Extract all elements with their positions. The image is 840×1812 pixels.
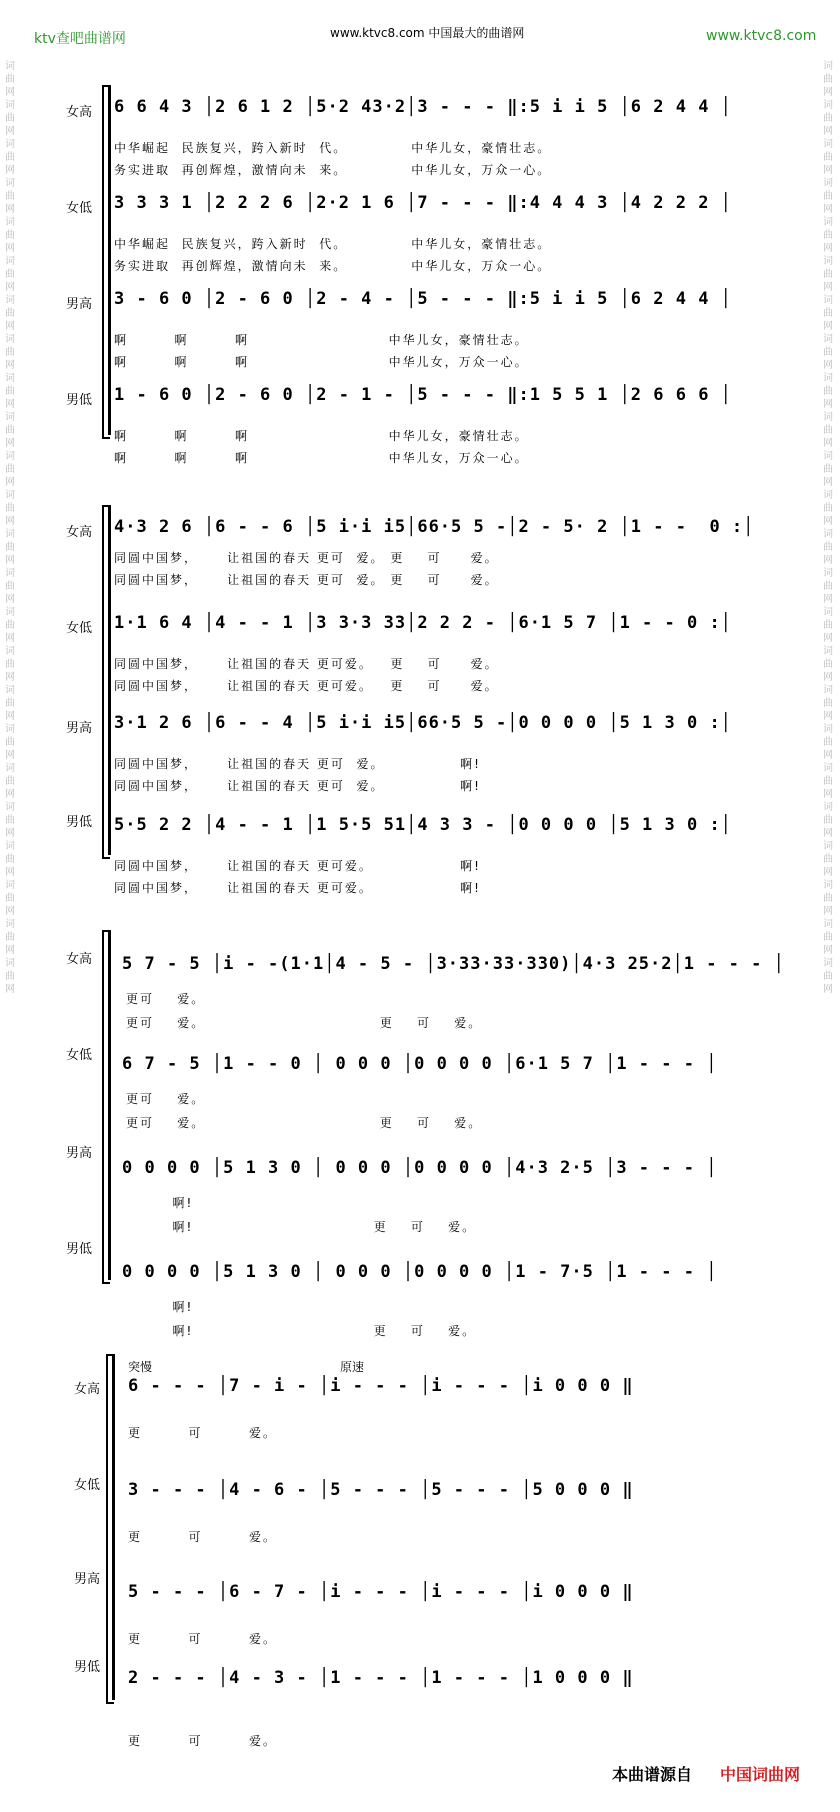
lyric-line: 同圆中国梦， 让祖国的春天 更可爱。 啊!	[114, 881, 481, 895]
lyric-line: 更 可 爱。	[128, 1734, 278, 1748]
lyric-line: 更 可 爱。	[128, 1530, 278, 1544]
part-notes: 2 - - - │4 - 3 - │1 - - - │1 - - - │1 0 0 0 ‖	[128, 1668, 634, 1688]
lyric-line: 务实进取 再创辉煌，激情向未 来。 中华儿女，万众一心。	[114, 259, 552, 273]
lyric-line: 啊! 更 可 爱。	[126, 1324, 477, 1338]
site-tagline: www.ktvc8.com 中国最大的曲谱网	[330, 26, 525, 40]
lyric-line: 啊 啊 啊 中华儿女，豪情壮志。	[114, 333, 529, 347]
tempo-direction-original: 原速	[340, 1360, 365, 1374]
part-notes: 5 7 - 5 │i - -(1·1│4 - 5 - │3·33·33·330)│4·3 25·2│1 - - - │	[122, 954, 785, 974]
site-logo-text: ktv查吧曲谱网	[34, 31, 126, 47]
side-watermark-left: 词曲网词曲网词曲网词曲网词曲网词曲网词曲网词曲网词曲网词曲网词曲网词曲网词曲网词曲网词曲网词曲网词曲网词曲网词曲网词曲网词曲网词曲网词曲网词曲网	[5, 61, 15, 995]
lyric-line: 啊 啊 啊 中华儿女，豪情壮志。	[114, 429, 529, 443]
part-name: 男高	[66, 1146, 93, 1161]
lyric-line: 务实进取 再创辉煌，激情向未 来。 中华儿女，万众一心。	[114, 163, 552, 177]
part-notes: 5 - - - │6 - 7 - │i - - - │i - - - │i 0 0 0 ‖	[128, 1582, 634, 1602]
part-notes: 6 - - - │7 - i - │i - - - │i - - - │i 0 0 0 ‖	[128, 1376, 634, 1396]
lyric-line: 同圆中国梦， 让祖国的春天 更可爱。 啊!	[114, 859, 481, 873]
part-notes: 3 - 6 0 │2 - 6 0 │2 - 4 - │5 - - - ‖:5 i i 5 │6 2 4 4 │	[114, 289, 732, 309]
part-name: 男高	[66, 297, 93, 312]
part-name: 女低	[74, 1478, 101, 1493]
lyric-line: 同圆中国梦， 让祖国的春天 更可 爱。 啊!	[114, 757, 481, 771]
lyric-line: 更可 爱。	[126, 1092, 206, 1106]
part-notes: 0 0 0 0 │5 1 3 0 │ 0 0 0 │0 0 0 0 │4·3 2·5 │3 - - - │	[122, 1158, 718, 1178]
site-url: www.ktvc8.com	[706, 28, 817, 44]
lyric-line: 啊 啊 啊 中华儿女，万众一心。	[114, 355, 529, 369]
lyric-line: 更可 爱。	[126, 992, 206, 1006]
lyric-line: 同圆中国梦， 让祖国的春天 更可爱。 更 可 爱。	[114, 657, 499, 671]
system-barline	[108, 85, 111, 435]
lyric-line: 更 可 爱。	[128, 1426, 278, 1440]
lyric-line: 同圆中国梦， 让祖国的春天 更可 爱。 啊!	[114, 779, 481, 793]
part-notes: 6 6 4 3 │2 6 1 2 │5·2 43·2│3 - - - ‖:5 i i 5 │6 2 4 4 │	[114, 97, 732, 117]
part-name: 女高	[66, 105, 93, 120]
system-barline	[112, 1354, 115, 1700]
part-name: 女高	[66, 525, 93, 540]
lyric-line: 啊!	[126, 1196, 194, 1210]
part-notes: 6 7 - 5 │1 - - 0 │ 0 0 0 │0 0 0 0 │6·1 5 7 │1 - - - │	[122, 1054, 718, 1074]
system-barline	[108, 505, 111, 855]
part-name: 女高	[66, 952, 93, 967]
part-notes: 3 3 3 1 │2 2 2 6 │2·2 1 6 │7 - - - ‖:4 4 4 3 │4 2 2 2 │	[114, 193, 732, 213]
lyric-line: 更可 爱。 更 可 爱。	[126, 1116, 483, 1130]
part-name: 男低	[74, 1660, 101, 1675]
lyric-line: 同圆中国梦， 让祖国的春天 更可 爱。 更 可 爱。	[114, 573, 499, 587]
part-name: 女高	[74, 1382, 101, 1397]
part-notes: 4·3 2 6 │6 - - 6 │5 i·i i5│66·5 5 -│2 - 5· 2 │1 - - 0 :│	[114, 517, 755, 537]
part-name: 女低	[66, 201, 93, 216]
lyric-line: 中华崛起 民族复兴，跨入新时 代。 中华儿女，豪情壮志。	[114, 237, 552, 251]
part-name: 女低	[66, 1048, 93, 1063]
lyric-line: 啊!	[126, 1300, 194, 1314]
part-name: 男低	[66, 393, 93, 408]
lyric-line: 同圆中国梦， 让祖国的春天 更可爱。 更 可 爱。	[114, 679, 499, 693]
lyric-line: 啊! 更 可 爱。	[126, 1220, 477, 1234]
part-name: 男高	[74, 1572, 101, 1587]
lyric-line: 中华崛起 民族复兴，跨入新时 代。 中华儿女，豪情壮志。	[114, 141, 552, 155]
side-watermark-right: 词曲网词曲网词曲网词曲网词曲网词曲网词曲网词曲网词曲网词曲网词曲网词曲网词曲网词曲网词曲网词曲网词曲网词曲网词曲网词曲网词曲网词曲网词曲网词曲网	[823, 61, 833, 995]
part-notes: 5·5 2 2 │4 - - 1 │1 5·5 51│4 3 3 - │0 0 0 0 │5 1 3 0 :│	[114, 815, 732, 835]
part-name: 女低	[66, 621, 93, 636]
lyric-line: 啊 啊 啊 中华儿女，万众一心。	[114, 451, 529, 465]
part-notes: 3·1 2 6 │6 - - 4 │5 i·i i5│66·5 5 -│0 0 0 0 │5 1 3 0 :│	[114, 713, 732, 733]
lyric-line: 更 可 爱。	[128, 1632, 278, 1646]
part-notes: 0 0 0 0 │5 1 3 0 │ 0 0 0 │0 0 0 0 │1 - 7·5 │1 - - - │	[122, 1262, 718, 1282]
part-notes: 1 - 6 0 │2 - 6 0 │2 - 1 - │5 - - - ‖:1 5 5 1 │2 6 6 6 │	[114, 385, 732, 405]
system-barline	[108, 930, 111, 1280]
source-label: 本曲谱源自	[612, 1765, 693, 1784]
part-notes: 3 - - - │4 - 6 - │5 - - - │5 - - - │5 0 0 0 ‖	[128, 1480, 634, 1500]
part-name: 男低	[66, 1242, 93, 1257]
source-site-link[interactable]: 中国词曲网	[720, 1765, 801, 1784]
part-notes: 1·1 6 4 │4 - - 1 │3 3·3 33│2 2 2 - │6·1 5 7 │1 - - 0 :│	[114, 613, 732, 633]
tempo-direction-slow: 突慢	[128, 1360, 153, 1374]
part-name: 男低	[66, 815, 93, 830]
part-name: 男高	[66, 721, 93, 736]
lyric-line: 更可 爱。 更 可 爱。	[126, 1016, 483, 1030]
lyric-line: 同圆中国梦， 让祖国的春天 更可 爱。 更 可 爱。	[114, 551, 499, 565]
